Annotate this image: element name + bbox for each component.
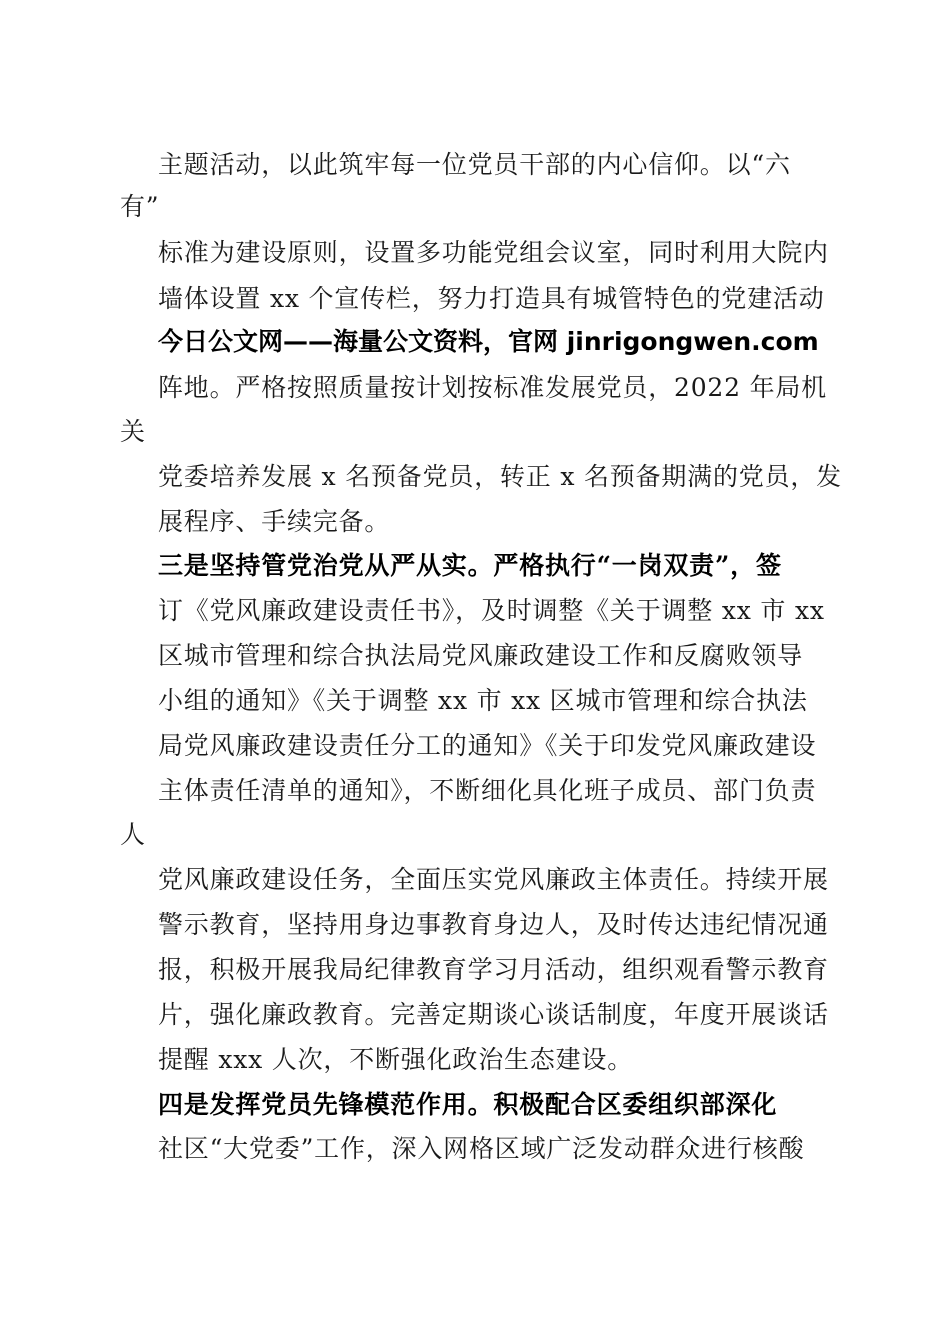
text-line-1: 主题活动，以此筑牢每一位党员干部的内心信仰。以“六 — [158, 150, 791, 179]
text-line-19: 提醒 xxx 人次，不断强化政治生态建设。 — [158, 1045, 633, 1074]
text-line-18: 片，强化廉政教育。完善定期谈心谈话制度，年度开展谈话 — [158, 1000, 829, 1029]
text-line-7: 党委培养发展 x 名预备党员，转正 x 名预备期满的党员，发 — [158, 462, 842, 491]
text-line-6: 关 — [120, 417, 146, 446]
text-line-14: 人 — [120, 820, 146, 849]
section-heading-4: 四是发挥党员先锋模范作用。积极配合区委组织部深化 — [158, 1090, 778, 1119]
text-line-17: 报，积极开展我局纪律教育学习月活动，组织观看警示教育 — [158, 955, 829, 984]
text-line-16: 警示教育，坚持用身边事教育身边人，及时传达违纪情况通 — [158, 910, 829, 939]
text-line-3: 标准为建设原则，设置多功能党组会议室，同时利用大院内 — [158, 238, 829, 267]
section-heading-3: 三是坚持管党治党从严从实。严格执行“一岗双责”，签 — [158, 551, 782, 580]
text-line-9: 订《党风廉政建设责任书》，及时调整《关于调整 xx 市 xx — [158, 596, 825, 625]
text-line-13: 主体责任清单的通知》，不断细化具化班子成员、部门负责 — [158, 776, 817, 805]
watermark-banner: 今日公文网——海量公文资料，官网 jinrigongwen.com — [158, 327, 819, 356]
text-line-4: 墙体设置 xx 个宣传栏，努力打造具有城管特色的党建活动 — [158, 284, 825, 313]
text-line-2: 有” — [120, 192, 160, 221]
text-line-15: 党风廉政建设任务，全面压实党风廉政主体责任。持续开展 — [158, 865, 829, 894]
text-line-12: 局党风廉政建设责任分工的通知》《关于印发党风廉政建设 — [158, 731, 817, 760]
text-line-5: 阵地。严格按照质量按计划按标准发展党员，2022 年局机 — [158, 373, 827, 402]
text-line-10: 区城市管理和综合执法局党风廉政建设工作和反腐败领导 — [158, 641, 804, 670]
text-line-20: 社区“大党委”工作，深入网格区域广泛发动群众进行核酸 — [158, 1134, 805, 1163]
text-line-11: 小组的通知》《关于调整 xx 市 xx 区城市管理和综合执法 — [158, 686, 808, 715]
text-line-8: 展程序、手续完备。 — [158, 507, 391, 536]
